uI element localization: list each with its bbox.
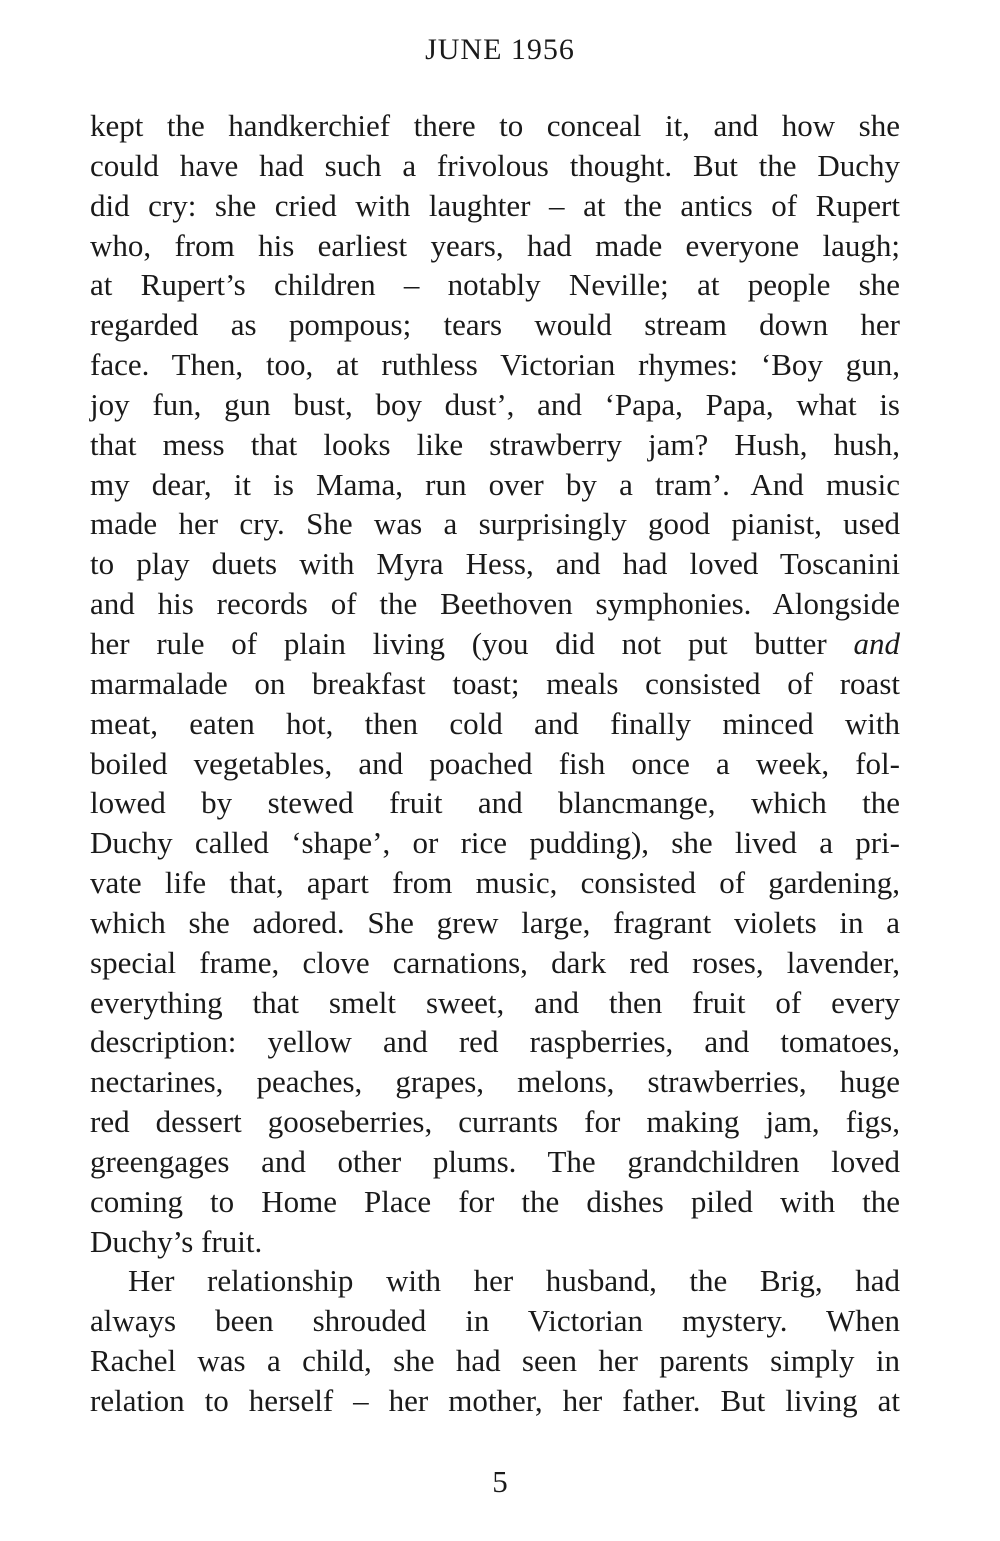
text-line: at Rupert’s children – notably Neville; at people she: [90, 267, 900, 303]
line-text: her rule of plain living (you did not put butter: [90, 625, 827, 661]
text-line: could have had such a frivolous thought. But the Duchy: [90, 147, 900, 183]
text-line: red dessert gooseberries, currants for making jam, figs,: [90, 1104, 900, 1140]
text-line: did cry: she cried with laughter – at the antics of Rupert: [90, 187, 900, 223]
text-line: kept the handkerchief there to conceal it, and how she: [90, 108, 900, 143]
paragraph-2: [90, 1261, 900, 1420]
text-line: relation to herself – her mother, her father. But living at: [90, 1383, 900, 1418]
text-line: face. Then, too, at ruthless Victorian rhymes: ‘Boy gun,: [90, 347, 900, 383]
running-head: JUNE 1956: [425, 33, 575, 66]
text-line: vate life that, apart from music, consisted of gardening,: [90, 865, 900, 901]
text-line: [90, 624, 900, 664]
text-line: coming to Home Place for the dishes piled with the: [90, 1183, 900, 1219]
body-text: [90, 106, 900, 1421]
text-line: and his records of the Beethoven symphonies. Alongside: [90, 586, 900, 622]
text-line: made her cry. She was a surprisingly good pianist, used: [90, 506, 900, 542]
text-line: my dear, it is Mama, run over by a tram’. And music: [90, 466, 900, 502]
text-line: description: yellow and red raspberries, and tomatoes,: [90, 1024, 900, 1060]
text-line: meat, eaten hot, then cold and finally minced with: [90, 705, 900, 741]
text-line: everything that smelt sweet, and then fruit of every: [90, 984, 900, 1020]
text-line: greengages and other plums. The grandchildren loved: [90, 1143, 900, 1179]
page-number: 5: [492, 1464, 508, 1499]
text-line: always been shrouded in Victorian mystery. When: [90, 1303, 900, 1339]
text-line: Duchy called ‘shape’, or rice pudding), she lived a pri-: [90, 825, 900, 861]
text-line: Duchy’s fruit.: [90, 1223, 263, 1259]
text-line: that mess that looks like strawberry jam? Hush, hush,: [90, 426, 900, 462]
text-line: Rachel was a child, she had seen her parents simply in: [90, 1343, 900, 1379]
text-line: special frame, clove carnations, dark red roses, lavender,: [90, 944, 900, 980]
text-line: joy fun, gun bust, boy dust’, and ‘Papa, Papa, what is: [90, 386, 900, 422]
text-line: to play duets with Myra Hess, and had loved Toscanini: [90, 546, 900, 582]
text-line: boiled vegetables, and poached fish once a week, fol-: [90, 745, 900, 781]
text-line: which she adored. She grew large, fragrant violets in a: [90, 904, 900, 940]
text-line: nectarines, peaches, grapes, melons, strawberries, huge: [90, 1064, 900, 1100]
italic-word: and: [853, 625, 900, 661]
text-line: Her relationship with her husband, the Brig, had: [128, 1263, 900, 1299]
text-line: marmalade on breakfast toast; meals consisted of roast: [90, 665, 900, 701]
text-line: regarded as pompous; tears would stream down her: [90, 307, 900, 343]
text-line: lowed by stewed fruit and blancmange, which the: [90, 785, 900, 821]
paragraph-1: [90, 106, 900, 1261]
text-line: who, from his earliest years, had made everyone laugh;: [90, 227, 900, 263]
